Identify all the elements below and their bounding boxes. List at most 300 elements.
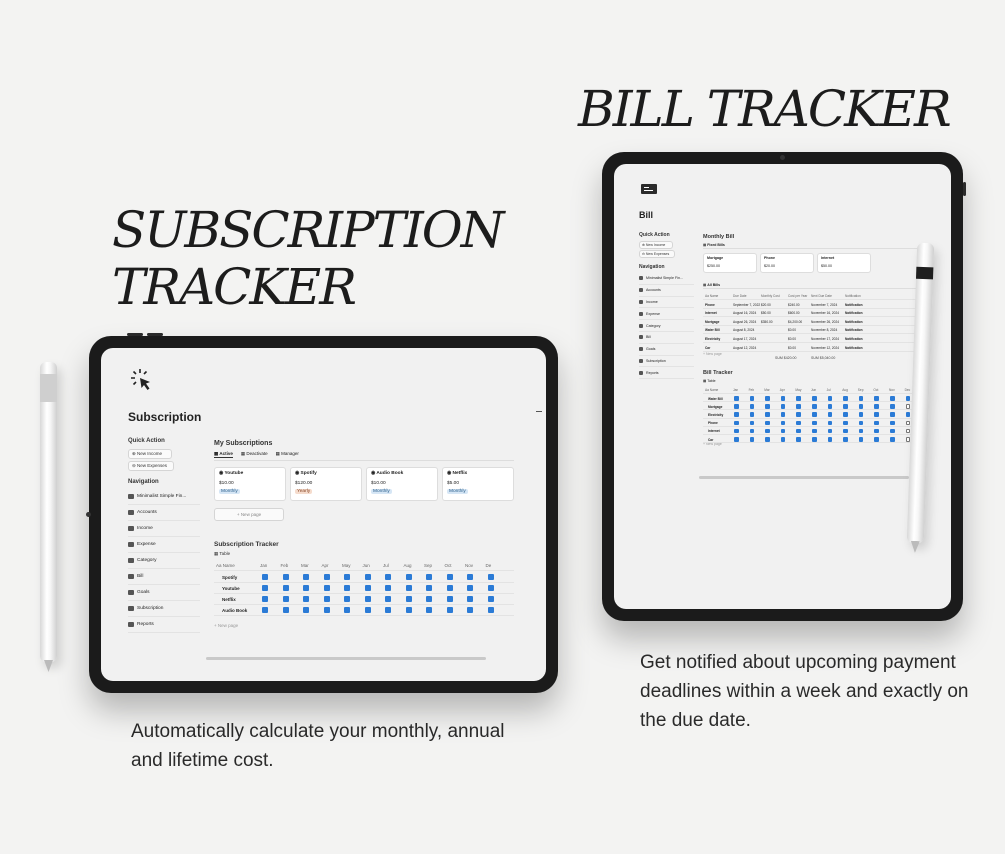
month-checkbox[interactable] — [488, 596, 494, 602]
month-column-header: Oct — [873, 388, 879, 392]
month-checkbox[interactable] — [283, 574, 289, 580]
month-checkbox[interactable] — [750, 404, 755, 409]
subscription-tablet — [89, 336, 558, 693]
subscription-card[interactable] — [442, 467, 514, 501]
tab-deactivate[interactable]: ▦ Deactivate — [240, 451, 268, 456]
month-checkbox[interactable] — [874, 412, 879, 417]
month-column-header: Jun — [811, 388, 817, 392]
month-checkbox[interactable] — [324, 596, 330, 602]
month-checkbox[interactable] — [344, 596, 350, 602]
month-checkbox[interactable] — [828, 437, 833, 442]
tracker-row-name: Mortgage — [708, 404, 723, 409]
tracker-row — [214, 594, 514, 605]
month-checkbox[interactable] — [406, 574, 412, 580]
fixed-bill-name: Internet — [821, 256, 835, 260]
month-checkbox[interactable] — [385, 574, 391, 580]
tracker-row — [214, 583, 514, 594]
month-column-header: Jul — [383, 563, 389, 568]
sidebar-nav-item[interactable] — [639, 297, 694, 309]
quick-action-label: Quick Action — [128, 438, 165, 444]
month-checkbox[interactable] — [781, 404, 786, 409]
bill-table-row[interactable] — [703, 326, 923, 335]
bill-cell-name: Water Bill — [705, 328, 720, 333]
month-column-header: Feb — [280, 563, 289, 568]
month-column-header: Feb — [748, 388, 755, 392]
bill-cell-note: Notification — [845, 345, 863, 350]
month-checkbox[interactable] — [365, 585, 371, 591]
fixed-bill-card[interactable] — [703, 253, 757, 273]
period-badge: Yearly — [297, 489, 311, 494]
nav-item-label: Subscription — [646, 358, 666, 363]
sidebar-nav-item[interactable] — [128, 537, 200, 553]
cursor-click-icon — [130, 368, 154, 392]
subscription-card[interactable] — [366, 467, 438, 501]
month-checkbox[interactable] — [467, 574, 473, 580]
month-checkbox[interactable] — [812, 437, 817, 442]
subscription-card-price: $10.00 — [219, 481, 234, 486]
month-checkbox[interactable] — [843, 429, 848, 434]
month-checkbox[interactable] — [750, 421, 755, 426]
bill-tracker-row — [703, 427, 923, 435]
month-column-header: Aug — [403, 563, 412, 568]
month-column-header: Jan — [260, 563, 268, 568]
nav-item-icon — [128, 574, 134, 579]
month-checkbox[interactable] — [828, 404, 833, 409]
bill-cell-next: November 12, 2024 — [811, 345, 839, 350]
sidebar-nav-item[interactable] — [128, 601, 200, 617]
nav-item-icon — [128, 622, 134, 627]
month-checkbox[interactable] — [426, 607, 432, 613]
nav-item-icon — [639, 371, 643, 375]
nav-item-label: Subscription — [137, 606, 164, 611]
month-checkbox[interactable] — [812, 412, 817, 417]
bill-table-header — [703, 292, 923, 300]
bill-cell-next: November 8, 2024 — [811, 328, 838, 333]
fixed-bill-card[interactable] — [817, 253, 871, 273]
bill-table-row[interactable] — [703, 334, 923, 343]
month-checkbox[interactable] — [796, 421, 801, 426]
sum-yearly: SUM $5,040.00 — [811, 356, 836, 360]
new-expenses-button[interactable]: ⊖ New Expenses — [128, 461, 174, 471]
sidebar-nav-item[interactable] — [639, 356, 694, 368]
month-checkbox[interactable] — [765, 412, 770, 417]
nav-item-icon — [639, 335, 643, 339]
month-checkbox[interactable] — [781, 421, 786, 426]
month-checkbox[interactable] — [906, 396, 911, 401]
month-checkbox[interactable] — [324, 607, 330, 613]
month-checkbox[interactable] — [426, 585, 432, 591]
bill-cell-next: November 16, 2024 — [811, 311, 839, 316]
bill-table-row[interactable] — [703, 309, 923, 318]
sidebar-nav-item[interactable] — [128, 521, 200, 537]
sidebar — [639, 232, 694, 379]
month-checkbox[interactable] — [843, 396, 848, 401]
month-column-header: Mar — [764, 388, 770, 392]
bill-cell-note: Notification — [845, 328, 863, 333]
bill-tracker-header — [703, 386, 923, 394]
month-checkbox[interactable] — [447, 607, 453, 613]
sidebar-nav-item[interactable] — [639, 285, 694, 297]
bill-tracker-row — [703, 394, 923, 402]
tracker-row — [214, 572, 514, 583]
tracker-row-name: Youtube — [222, 586, 240, 591]
month-checkbox[interactable] — [406, 596, 412, 602]
bill-tracker-view-tab[interactable]: ▦ Table — [703, 379, 716, 383]
month-checkbox[interactable] — [906, 421, 911, 426]
month-checkbox[interactable] — [828, 429, 833, 434]
month-checkbox[interactable] — [796, 429, 801, 434]
period-badge: Monthly — [221, 489, 238, 494]
bill-tracker-row — [703, 402, 923, 410]
period-badge: Monthly — [373, 489, 390, 494]
bill-cell-yearly: $0.00 — [788, 345, 796, 350]
nav-item-label: Bill — [137, 574, 144, 579]
page-title: Bill — [639, 210, 654, 220]
bill-caption: Get notified about upcoming payment deadlines within a week and exactly on the due date. — [640, 652, 969, 731]
month-checkbox[interactable] — [734, 404, 739, 409]
page-title: Subscription — [128, 410, 202, 424]
month-checkbox[interactable] — [344, 607, 350, 613]
month-checkbox[interactable] — [906, 429, 911, 434]
month-checkbox[interactable] — [828, 421, 833, 426]
bill-cell-monthly: $20.00 — [761, 302, 771, 307]
month-checkbox[interactable] — [906, 404, 911, 409]
tracker-header-row — [214, 561, 514, 571]
month-checkbox[interactable] — [467, 585, 473, 591]
month-checkbox[interactable] — [781, 429, 786, 434]
tracker-row-name: Internet — [708, 429, 720, 434]
tracker-row-name: Car — [708, 437, 714, 442]
month-column-header: Nov — [465, 563, 474, 568]
tab-manager[interactable]: ▦ Manager — [275, 451, 299, 456]
month-checkbox[interactable] — [303, 574, 309, 580]
month-column-header: Jan — [733, 388, 739, 392]
month-checkbox[interactable] — [447, 574, 453, 580]
nav-item-label: Minimalist Simple Fin... — [137, 494, 187, 499]
month-checkbox[interactable] — [262, 596, 268, 602]
tracker-row-name: Phone — [708, 421, 718, 426]
bill-cell-name: Car — [705, 345, 711, 350]
month-checkbox[interactable] — [843, 437, 848, 442]
month-checkbox[interactable] — [365, 596, 371, 602]
sidebar-nav-item[interactable] — [128, 553, 200, 569]
all-bills-tab[interactable]: ▦ All Bills — [703, 283, 923, 289]
month-checkbox[interactable] — [874, 396, 879, 401]
quick-action-label: Quick Action — [639, 232, 670, 238]
nav-item-label: Category — [646, 323, 661, 328]
month-checkbox[interactable] — [426, 574, 432, 580]
bill-tracker-row — [703, 419, 923, 427]
bill-cell-next: November 7, 2024 — [811, 302, 838, 307]
nav-item-label: Accounts — [646, 288, 661, 293]
nav-item-label: Income — [137, 526, 153, 531]
month-checkbox[interactable] — [796, 412, 801, 417]
bill-cell-due: August 8, 2024 — [733, 328, 755, 333]
name-column-header: Aa Name — [705, 388, 719, 392]
month-checkbox[interactable] — [874, 404, 879, 409]
subscription-card-name: ◉ Spotify — [295, 471, 317, 476]
service-icon: ◉ — [219, 471, 225, 476]
month-checkbox[interactable] — [765, 421, 770, 426]
month-column-header: Dec — [904, 388, 911, 392]
month-checkbox[interactable] — [488, 574, 494, 580]
bill-cell-note: Notification — [845, 319, 863, 324]
month-column-header: Mar — [301, 563, 309, 568]
month-checkbox[interactable] — [734, 421, 739, 426]
month-checkbox[interactable] — [734, 396, 739, 401]
bill-table-row[interactable] — [703, 343, 923, 352]
bill-column-header: Due Date — [733, 294, 747, 298]
month-checkbox[interactable] — [765, 437, 770, 442]
sidebar-nav-item[interactable] — [639, 344, 694, 356]
tracker-row-name: Water Bill — [708, 396, 723, 401]
subscription-card-price: $10.00 — [371, 481, 386, 486]
nav-item-label: Bill — [646, 335, 651, 340]
month-checkbox[interactable] — [750, 396, 755, 401]
month-checkbox[interactable] — [859, 396, 864, 401]
service-icon: ◉ — [295, 471, 301, 476]
month-checkbox[interactable] — [447, 585, 453, 591]
month-checkbox[interactable] — [859, 429, 864, 434]
sidebar-nav-item[interactable] — [639, 332, 694, 344]
month-checkbox[interactable] — [812, 429, 817, 434]
month-checkbox[interactable] — [750, 437, 755, 442]
month-checkbox[interactable] — [874, 421, 879, 426]
month-checkbox[interactable] — [324, 585, 330, 591]
month-checkbox[interactable] — [303, 596, 309, 602]
bill-tablet — [602, 152, 963, 621]
subscription-card-name: ◉ Youtube — [219, 471, 244, 476]
bill-cell-name: Electricity — [705, 336, 721, 341]
nav-item-label: Category — [137, 558, 157, 563]
bill-cell-note: Notification — [845, 302, 863, 307]
month-checkbox[interactable] — [796, 396, 801, 401]
month-checkbox[interactable] — [781, 396, 786, 401]
month-checkbox[interactable] — [828, 396, 833, 401]
bill-cell-due: August 16, 2024 — [733, 311, 757, 316]
nav-item-icon — [128, 526, 134, 531]
nav-item-label: Reports — [137, 622, 154, 627]
sidebar-nav-item[interactable] — [128, 569, 200, 585]
tracker-row-name: Netflix — [222, 597, 236, 602]
sidebar-nav-item[interactable] — [639, 320, 694, 332]
nav-item-icon — [639, 276, 643, 280]
nav-item-icon — [128, 510, 134, 515]
month-checkbox[interactable] — [843, 412, 848, 417]
stylus-pencil — [40, 362, 57, 662]
month-checkbox[interactable] — [796, 437, 801, 442]
month-checkbox[interactable] — [344, 585, 350, 591]
month-checkbox[interactable] — [859, 437, 864, 442]
bill-column-header: Aa Name — [705, 294, 719, 298]
month-checkbox[interactable] — [765, 396, 770, 401]
month-checkbox[interactable] — [843, 404, 848, 409]
month-checkbox[interactable] — [859, 412, 864, 417]
bill-tracker-row — [703, 410, 923, 418]
month-checkbox[interactable] — [303, 607, 309, 613]
bill-new-page[interactable]: + New page — [703, 352, 722, 356]
month-checkbox[interactable] — [812, 396, 817, 401]
month-checkbox[interactable] — [734, 437, 739, 442]
month-checkbox[interactable] — [890, 412, 895, 417]
month-checkbox[interactable] — [365, 607, 371, 613]
bill-cell-monthly: $50.00 — [761, 311, 771, 316]
bill-cell-next: November 26, 2024 — [811, 319, 839, 324]
bill-cell-yearly: $0.00 — [788, 336, 796, 341]
month-checkbox[interactable] — [781, 437, 786, 442]
month-checkbox[interactable] — [906, 412, 911, 417]
bill-cell-due: August 26, 2024 — [733, 319, 757, 324]
nav-item-label: Expense — [137, 542, 156, 547]
sidebar-nav-item[interactable] — [128, 617, 200, 633]
bill-cell-due: August 12, 2024 — [733, 345, 757, 350]
bill-cell-note: Notification — [845, 311, 863, 316]
month-column-header: De — [485, 563, 492, 568]
sidebar-nav-item[interactable] — [639, 273, 694, 285]
month-checkbox[interactable] — [283, 596, 289, 602]
subscription-headline-line2: TRACKER — [112, 258, 355, 316]
month-checkbox[interactable] — [843, 421, 848, 426]
new-page-button[interactable]: + New page — [214, 508, 284, 521]
month-checkbox[interactable] — [812, 421, 817, 426]
nav-item-icon — [639, 300, 643, 304]
subscription-card[interactable] — [290, 467, 362, 501]
month-checkbox[interactable] — [467, 607, 473, 613]
fixed-bill-price: $50.00 — [821, 264, 832, 268]
month-checkbox[interactable] — [765, 429, 770, 434]
month-column-header: Oct — [444, 563, 452, 568]
bill-screen — [614, 164, 951, 609]
month-checkbox[interactable] — [890, 404, 895, 409]
bill-column-header: Monthly Cost — [761, 294, 780, 298]
sidebar-nav-item[interactable] — [639, 308, 694, 320]
subscription-headline-line1: SUBSCRIPTION — [112, 201, 503, 259]
bill-tracker-new-page[interactable]: + New page — [703, 442, 722, 446]
bill-cell-yearly: $240.00 — [788, 302, 800, 307]
sidebar-nav-item[interactable] — [128, 505, 200, 521]
bill-cell-name: Internet — [705, 311, 717, 316]
month-checkbox[interactable] — [890, 437, 895, 442]
tracker-view-tab[interactable]: ▦ Table — [214, 551, 231, 556]
month-column-header: Jun — [362, 563, 370, 568]
horizontal-scrollbar[interactable] — [206, 657, 486, 660]
nav-item-label: Minimalist Simple Fin... — [646, 276, 683, 281]
month-column-header: Sep — [857, 388, 864, 392]
month-checkbox[interactable] — [828, 412, 833, 417]
bill-tracker-title: Bill Tracker — [703, 370, 733, 376]
new-expenses-button[interactable]: ⊖ New Expenses — [639, 250, 675, 258]
month-checkbox[interactable] — [734, 429, 739, 434]
month-checkbox[interactable] — [781, 412, 786, 417]
fixed-bill-card[interactable] — [760, 253, 814, 273]
monthly-bill-title: Monthly Bill — [703, 234, 735, 240]
month-checkbox[interactable] — [796, 404, 801, 409]
month-checkbox[interactable] — [765, 404, 770, 409]
month-column-header: Jul — [826, 388, 831, 392]
fixed-bills-tab[interactable]: ▦ Fixed Bills — [703, 243, 923, 249]
month-checkbox[interactable] — [890, 396, 895, 401]
subscription-card-name: ◉ Netflix — [447, 471, 468, 476]
bill-table-row[interactable] — [703, 300, 923, 309]
month-checkbox[interactable] — [447, 596, 453, 602]
month-checkbox[interactable] — [426, 596, 432, 602]
new-income-button[interactable]: ⊕ New Income — [639, 241, 673, 249]
sidebar-nav-item[interactable] — [128, 489, 200, 505]
nav-item-label: Goals — [137, 590, 150, 595]
nav-item-label: Expense — [646, 311, 660, 316]
month-checkbox[interactable] — [890, 421, 895, 426]
subscription-tracker-title: Subscription Tracker — [214, 541, 279, 548]
month-checkbox[interactable] — [385, 585, 391, 591]
month-checkbox[interactable] — [303, 585, 309, 591]
month-checkbox[interactable] — [283, 607, 289, 613]
month-checkbox[interactable] — [812, 404, 817, 409]
month-checkbox[interactable] — [262, 607, 268, 613]
month-checkbox[interactable] — [488, 607, 494, 613]
month-checkbox[interactable] — [874, 429, 879, 434]
month-checkbox[interactable] — [859, 421, 864, 426]
month-checkbox[interactable] — [890, 429, 895, 434]
fixed-bill-price: $20.00 — [764, 264, 775, 268]
month-checkbox[interactable] — [874, 437, 879, 442]
bill-tracker-row — [703, 435, 923, 443]
month-checkbox[interactable] — [283, 585, 289, 591]
bill-cell-due: September 7, 2022 — [733, 302, 761, 307]
month-checkbox[interactable] — [262, 585, 268, 591]
subscription-card[interactable] — [214, 467, 286, 501]
month-checkbox[interactable] — [750, 412, 755, 417]
period-badge: Monthly — [449, 489, 466, 494]
bill-cell-note: Notification — [845, 336, 863, 341]
month-checkbox[interactable] — [385, 607, 391, 613]
tracker-row — [214, 605, 514, 616]
subscription-card-name: ◉ Audio Book — [371, 471, 404, 476]
nav-item-icon — [128, 558, 134, 563]
bill-column-header: Notification — [845, 294, 861, 298]
sidebar-nav-item[interactable] — [128, 585, 200, 601]
nav-item-icon — [639, 324, 643, 328]
tracker-new-page[interactable]: + New page — [214, 623, 239, 628]
month-checkbox[interactable] — [365, 574, 371, 580]
month-checkbox[interactable] — [750, 429, 755, 434]
month-checkbox[interactable] — [488, 585, 494, 591]
month-checkbox[interactable] — [324, 574, 330, 580]
bill-cell-name: Phone — [705, 302, 715, 307]
navigation-label: Navigation — [128, 479, 159, 485]
bill-table-row[interactable] — [703, 317, 923, 326]
nav-item-icon — [128, 542, 134, 547]
nav-item-icon — [639, 288, 643, 292]
month-checkbox[interactable] — [262, 574, 268, 580]
month-checkbox[interactable] — [859, 404, 864, 409]
bill-cell-yearly: $4,200.00 — [788, 319, 803, 324]
month-checkbox[interactable] — [385, 596, 391, 602]
bill-column-header: Cost per Year — [788, 294, 808, 298]
month-checkbox[interactable] — [406, 585, 412, 591]
month-checkbox[interactable] — [734, 412, 739, 417]
nav-item-icon — [128, 590, 134, 595]
tab-active[interactable]: ▦ Active — [214, 451, 233, 456]
bill-cell-name: Mortgage — [705, 319, 720, 324]
horizontal-scrollbar[interactable] — [699, 476, 909, 479]
nav-item-icon — [128, 606, 134, 611]
month-checkbox[interactable] — [406, 607, 412, 613]
sidebar-nav-item[interactable] — [639, 367, 694, 379]
month-checkbox[interactable] — [344, 574, 350, 580]
nav-item-label: Goals — [646, 347, 656, 352]
month-checkbox[interactable] — [467, 596, 473, 602]
new-income-button[interactable]: ⊕ New Income — [128, 449, 172, 459]
